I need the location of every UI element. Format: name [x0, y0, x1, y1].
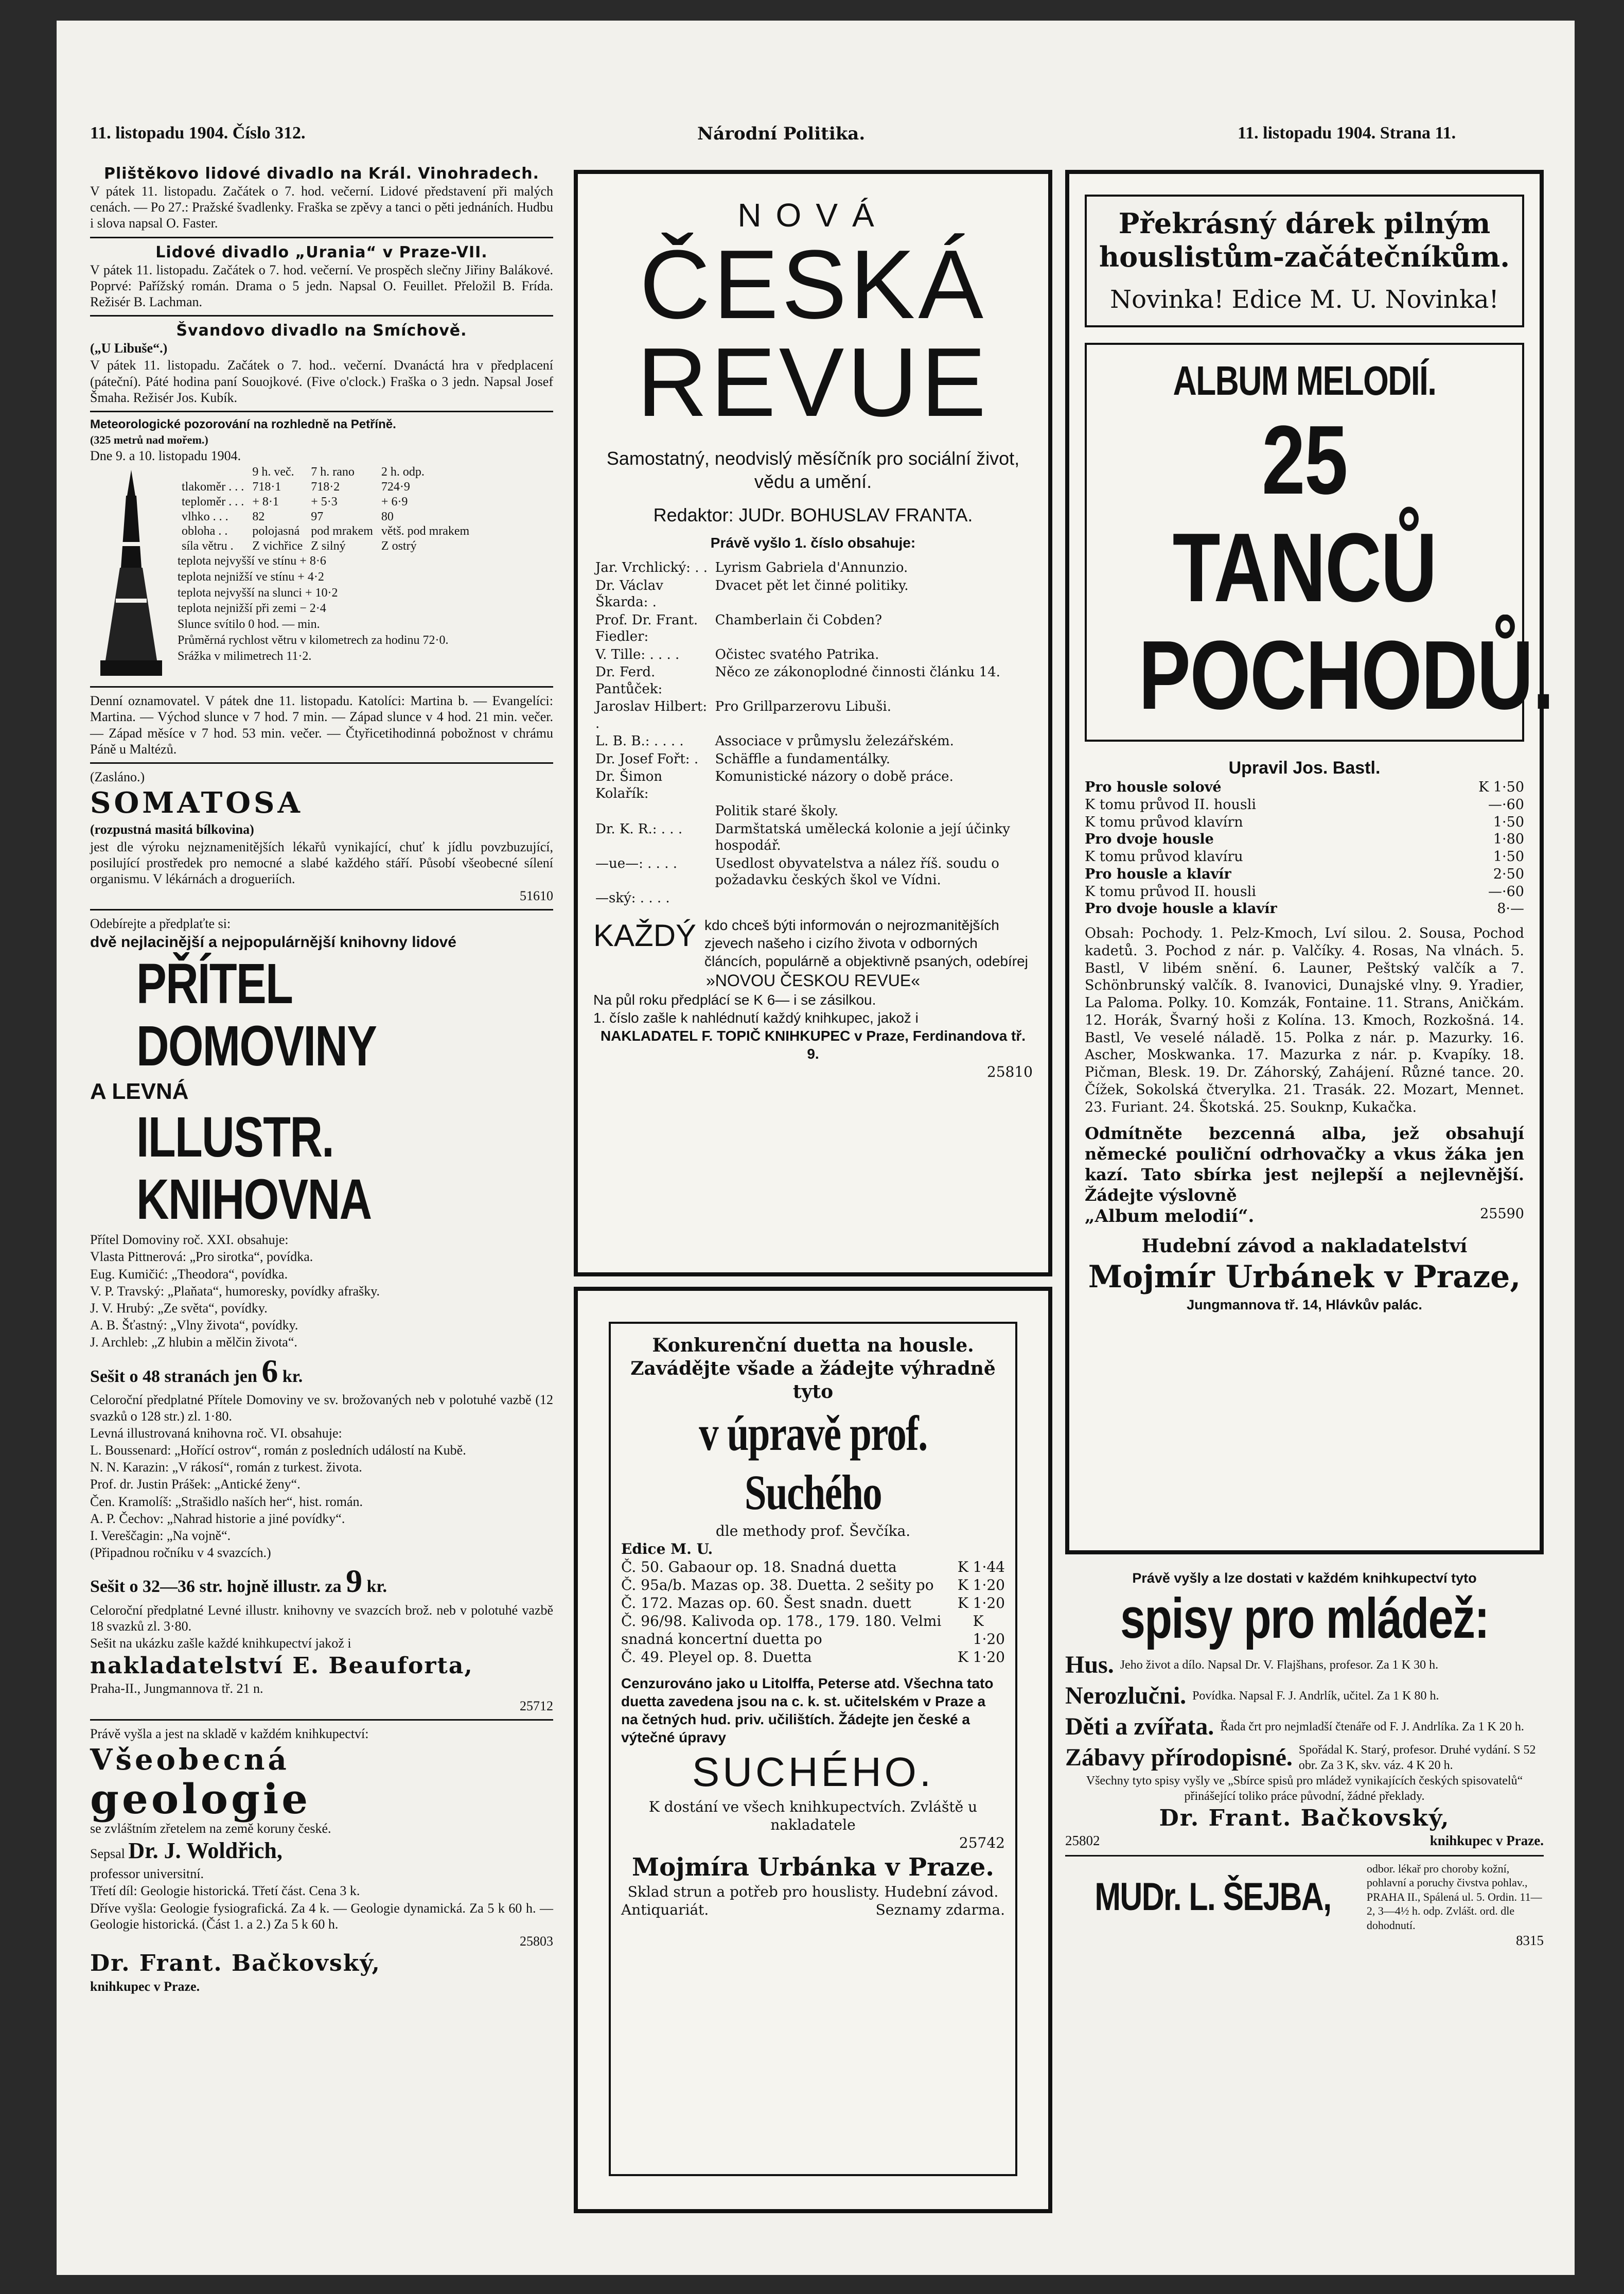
petrin-tower-icon — [90, 465, 172, 681]
duetta-item — [621, 1558, 1005, 1576]
kazdy-title: »NOVOU ČESKOU REVUE« — [705, 971, 921, 990]
spisy-title: spisy pro mládež: — [1120, 1586, 1489, 1650]
contents-title: Schäffle a fundamentálky. — [715, 751, 891, 767]
price-row — [1085, 866, 1524, 883]
levna-item: I. Vereščagin: „Na vojně“. — [90, 1528, 231, 1543]
levna-item: L. Boussenard: „Hořící ostrov“, román z posledních událostí na Kubě. — [90, 1442, 466, 1458]
contents-author: Dr. Šimon Kolařík: — [595, 769, 663, 801]
contents-author: Dr. Josef Fořt: . — [595, 751, 699, 767]
duetta-item-price: K 1·20 — [957, 1577, 1005, 1594]
svandovo-text: V pátek 11. listopadu. Začátek o 7. hod.. večerní. Dvanáctá hra v předplacení (páteční). Páté hodina paní Souojkové. (Five o'clock.) Fraška o 3 jedn. Napsal Josef Šmaha. Režisér Jos. Kubík. — [90, 358, 553, 405]
seznamy: Seznamy zdarma. — [875, 1901, 1005, 1919]
sklad: Sklad strun a potřeb pro houslisty. Hudební závod. — [627, 1883, 999, 1901]
contents-author: V. Tille: . . . . — [595, 646, 680, 662]
contents-title: Politik staré školy. — [715, 803, 839, 819]
obsah: Obsah: Pochody. 1. Pelz-Kmoch, Lví silou. 2. Sousa, Pochod kadetů. 3. Pochod z nár. p. Valčíky. 4. Rosas, Na vlnách. 5. Bastl, V libém snění. 6. Launer, Peštský valčík a 7. Schönbrunský valčík. 8. Ivanovici, Dunajské vlny. 9. Yradier, La Paloma. Polky. 10. Komzák, Fontaine. 11. Strans, Aničkám. 12. Horák, Švarný hoši z Kolína. 13. Kmoch, Rozkošná. 14. Bastl, Ve veselé náladě. 15. Polka z nár. p. Mazurky. 16. Ascher, Moskwanka. 17. Mazurka z nár. p. Kvapíky. 18. Pičman, Blesk. 19. Dr. Záhorský, Zahájení. Různé tance. 20. Čížek, Sokolská čtverylka. 21. Trasák. 22. Mozart, Mennet. 23. Furiant. 24. Škotská. 25. Souknp, Kukačka. — [1085, 925, 1524, 1115]
revue-ceska: ČESKÁ — [639, 230, 987, 339]
pochodu: POCHODŮ. — [1138, 620, 1554, 730]
beaufort: nakladatelství E. Beauforta, — [90, 1652, 473, 1679]
contents-author: Prof. Dr. Frant. Fiedler: — [595, 612, 698, 644]
contents-title: Associace v průmyslu železářském. — [715, 733, 954, 749]
album-number: 25590 — [1480, 1206, 1524, 1222]
contents-author: —ský: . . . . — [595, 890, 670, 906]
contents-title: Komunistické názory o době práce. — [715, 769, 954, 784]
kazdy-text: kdo chceš býti informován o nejrozmanitějších zjevech našeho i cizího života v odborných článcích, populárně a objektivně psaných, odebírej — [704, 917, 1028, 969]
beaufort-address: Praha-II., Jungmannova tř. 21 n. — [90, 1681, 263, 1696]
meteo-cell: Z silný — [311, 539, 346, 553]
levna-item: Čen. Kramolíš: „Strašidlo naších her“, hist. román. — [90, 1494, 363, 1509]
meteo-row — [178, 539, 473, 554]
meteo-data — [178, 465, 473, 681]
darek-panel — [1085, 195, 1524, 327]
contents-author: Dr. K. R.: . . . — [595, 821, 683, 837]
somatosa-title: SOMATOSA — [90, 786, 303, 820]
sejba-number: 8315 — [1516, 1933, 1544, 1948]
levna-item: N. N. Karazin: „V rákosí“, román z turkest. života. — [90, 1460, 362, 1475]
spisy-item-title: Děti a zvířata. — [1065, 1712, 1214, 1740]
geologie-publisher-sub: knihkupec v Praze. — [90, 1978, 200, 1994]
contents-row — [593, 646, 1033, 664]
darek: Překrásný dárek pilným houslistům-začátečníkům. — [1099, 207, 1510, 273]
geologie-author: Dr. J. Woldřich, — [128, 1838, 283, 1864]
geologie-number: 25803 — [520, 1933, 553, 1949]
pritel-intro: Odebírejte a předplaťte si: — [90, 916, 231, 932]
price-label: K tomu průvod klavírn — [1085, 814, 1243, 830]
suchého: SUCHÉHO. — [692, 1749, 934, 1795]
album-panel — [1085, 343, 1554, 742]
vsechny: Všechny tyto spisy vyšly ve „Sbírce spisů pro mládež vynikajících českých spisovatelů“ přinášející toliko práce původní, žádné překlady. — [1086, 1774, 1523, 1803]
album-melodii-ad — [1065, 170, 1554, 1554]
meteo-cell: pod mrakem — [311, 524, 373, 538]
meteo-row — [178, 524, 473, 539]
meteo-extra: teplota nejnižší při zemi − 2·4 — [178, 602, 326, 616]
meteo-cell: 82 — [252, 510, 265, 523]
duetta-item — [621, 1576, 1005, 1594]
denni-oznamovatel: Denní oznamovatel. V pátek dne 11. listopadu. Katolíci: Martina b. — Evangelíci: Martina. — Východ slunce v 7 hod. 7 min. — Západ slunce v 4 hod. 21 min. večer. — Západ měsíce v 7 hod. 53 min. večer. — Čtyřicetihodinná pobožnost v chrámu Páně u Maltézů. — [90, 693, 553, 757]
levna-item: Prof. dr. Justin Prášek: „Antické ženy“. — [90, 1477, 301, 1492]
duetta-item-title: Č. 49. Pleyel op. 8. Duetta — [621, 1649, 812, 1666]
contents-title: Dvacet pět let činné politiky. — [715, 577, 909, 593]
pritel-list-item: Eug. Kumičić: „Theodora“, povídka. — [90, 1266, 288, 1282]
contents-row — [593, 889, 1033, 907]
revue-editor: Redaktor: JUDr. BOHUSLAV FRANTA. — [653, 504, 973, 526]
contents-row — [593, 611, 1033, 646]
duetta-method: dle methody prof. Ševčíka. — [715, 1522, 911, 1540]
duetta-note: Cenzurováno jako u Litolffa, Peterse atd. Všechna tato duetta zavedena jsou na c. k. st. učitelském v Praze a na četných hud. priv. učilištích. Žádejte jen české a výtečné úpravy — [621, 1675, 994, 1746]
header-date-left: 11. listopadu 1904. Číslo 312. — [90, 124, 306, 143]
pritel-and: A LEVNÁ — [90, 1078, 189, 1104]
duetta-inner — [609, 1322, 1017, 2176]
meteo-extra: Slunce svítilo 0 hod. — min. — [178, 618, 320, 632]
backovsky-sub: knihkupec v Praze. — [1429, 1832, 1544, 1848]
spisy-item — [1065, 1711, 1544, 1742]
contents-row — [593, 559, 1033, 577]
duetta-number: 25742 — [959, 1834, 1005, 1852]
divider — [90, 237, 553, 238]
meteo-cell: + 6·9 — [381, 495, 408, 509]
contents-author — [593, 802, 713, 820]
urania-text: V pátek 11. listopadu. Začátek o 7. hod. večerní. Ve prospěch slečny Jiřiny Balákové. Poprvé: Pařížský román. Drama o 5 jedn. Napsal O. Feuillet. Přeložil B. Frída. Režisér B. Lachman. — [90, 262, 553, 309]
illustr-title: ILLUSTR. KNIHOVNA — [136, 1106, 372, 1232]
geologie-line: Třetí díl: Geologie historická. Třetí část. Cena 3 k. — [90, 1883, 360, 1899]
meteo-table — [178, 465, 473, 554]
meteo-cell: obloha . . — [182, 524, 228, 538]
spisy-item — [1065, 1650, 1544, 1680]
meteo-cell: Z ostrý — [381, 539, 417, 553]
revue-contents — [593, 559, 1033, 907]
meteo-row — [178, 510, 473, 524]
meteo-block — [90, 465, 553, 681]
sejba-name: MUDr. L. ŠEJBA, — [1095, 1875, 1331, 1919]
contents-title: Něco ze zákonoplodné činnosti článku 14. — [715, 664, 1000, 680]
meteo-cell: větš. pod mrakem — [381, 524, 470, 538]
meteo-extra: teplota nejvyšší ve stínu + 8·6 — [178, 554, 326, 568]
sesit-price: 6 — [261, 1352, 278, 1389]
beaufort-number: 25712 — [520, 1698, 553, 1713]
pritel-list-item: J. Archleb: „Z hlubin a mělčin života“. — [90, 1335, 297, 1350]
somatosa-text: jest dle výroku nejznamenitějších lékařů vynikající, chuť k jídlu povzbuzující, posilující prostředek pro nemocné a slabé každého stáří. Působí všeobecné sílení organismu. V lékárnách a drogueriích. — [90, 839, 553, 886]
album-title: ALBUM MELODIÍ. — [1173, 357, 1436, 404]
zaslano-label: (Zasláno.) — [90, 769, 145, 784]
revue-revue: REVUE — [637, 328, 990, 437]
levna-item: A. P. Čechov: „Nahrad historie a jiné povídky“. — [90, 1511, 345, 1526]
contents-author: —ue—: . . . . — [595, 855, 678, 871]
sesit-unit: kr. — [366, 1577, 387, 1597]
backovsky-line — [1065, 1832, 1544, 1850]
duetta-item — [621, 1594, 1005, 1612]
meteo-sub: (325 metrů nad mořem.) — [90, 433, 208, 446]
price-value: K 1·50 — [1478, 779, 1524, 796]
contents-row — [593, 820, 1033, 855]
price-row — [1085, 814, 1524, 831]
zasle: 1. číslo zašle k nahlédnutí každý knihkupec, jakož i — [593, 1010, 919, 1026]
spisy-ad — [1065, 1570, 1544, 1950]
novinka: Novinka! Edice M. U. Novinka! — [1110, 285, 1499, 314]
album-melodii: „Album melodií“. — [1085, 1206, 1255, 1227]
dostani: K dostání ve všech knihkupectvích. Zvláště u nakladatele — [648, 1798, 978, 1834]
duetta-title: Konkurenční duetta na housle. Zavádějte všade a žádejte výhradně tyto — [630, 1335, 996, 1403]
column-left — [90, 160, 553, 1995]
divider — [1065, 1855, 1544, 1857]
meteo-extra: teplota nejvyšší na slunci + 10·2 — [178, 586, 338, 600]
meteo-row — [178, 480, 473, 495]
nakladatel: NAKLADATEL F. TOPIČ KNIHKUPEC v Praze, Ferdinandova tř. 9. — [600, 1028, 1026, 1062]
geologie-publisher: Dr. Frant. Bačkovský, — [90, 1950, 381, 1977]
page-header — [90, 124, 1531, 154]
duetta-item-title: Č. 172. Mazas op. 60. Šest snadn. duett — [621, 1595, 911, 1612]
sejba-text: odbor. lékař pro choroby kožní, pohlavní a poruchy čivstva pohlav., PRAHA II., Spálená ul. 5. Ordin. 11—2, 3—4½ h. odp. Zvlášt. ord. dle dohodnutí. — [1366, 1862, 1542, 1932]
header-date-right: 11. listopadu 1904. Strana 11. — [1238, 124, 1456, 143]
contents-author: Dr. Ferd. Pantůček: — [595, 664, 663, 697]
meteo-col-head: 2 h. odp. — [381, 465, 425, 479]
contents-title: Lyrism Gabriela d'Annunzio. — [715, 560, 908, 575]
contents-row — [593, 577, 1033, 611]
contents-author: Dr. Václav Škarda: . — [595, 577, 663, 610]
sesit-price: 9 — [346, 1563, 363, 1600]
newspaper-page — [57, 21, 1575, 2275]
svandovo-sub: („U Libuše“.) — [90, 341, 168, 356]
price-row — [1085, 796, 1524, 814]
revue-issue: Právě vyšlo 1. číslo obsahuje: — [710, 535, 916, 551]
divider — [90, 315, 553, 317]
celorocni-1: Celoroční předplatné Přítele Domoviny ve sv. brožovaných neb v polotuhé vazbě (12 svazků o 128 str.) zl. 1·80. — [90, 1392, 553, 1424]
pritel-list-item: Přítel Domoviny roč. XXI. obsahuje: — [90, 1232, 289, 1248]
somatosa-sub: (rozpustná masitá bílkovina) — [90, 822, 254, 837]
geologie-intro: Právě vyšla a jest na skladě v každém knihkupectví: — [90, 1726, 369, 1741]
meteo-col-head: 9 h. več. — [252, 465, 294, 479]
contents-row — [593, 855, 1033, 889]
geologie-author-post: professor universitní. — [90, 1866, 204, 1882]
duetta-item — [621, 1612, 1005, 1648]
celorocni-2: Celoroční předplatné Levné illustr. knihovny ve svazcích brož. neb v polotuhé vazbě 18 svazků zl. 3·80. — [90, 1603, 553, 1634]
meteo-row — [178, 495, 473, 510]
pritel-lead: dvě nejlacinější a nejpopulárnější knihovny lidové — [90, 933, 456, 951]
meteo-cell: + 8·1 — [252, 495, 279, 509]
contents-title: Darmštatská umělecká kolonie a její účinky hospodář. — [715, 821, 1010, 853]
meteo-date: Dne 9. a 10. listopadu 1904. — [90, 448, 241, 464]
predplaci: Na půl roku předplácí se K 6— i se zásilkou. — [593, 992, 876, 1008]
price-row — [1085, 779, 1524, 796]
spisy-item-title: Hus. — [1065, 1651, 1114, 1678]
meteo-extra: Průměrná rychlost větru v kilometrech za hodinu 72·0. — [178, 634, 449, 647]
plistek-title: Plištěkovo lidové divadlo na Král. Vinohradech. — [104, 165, 539, 183]
kazdy: KAŽDÝ — [593, 918, 697, 953]
price-value: 1·80 — [1493, 831, 1524, 848]
duetta-edice: Edice M. U. — [621, 1540, 713, 1558]
spisy-item — [1065, 1680, 1544, 1711]
meteo-cell: 724·9 — [381, 480, 410, 494]
duetta-item-title: Č. 50. Gabaour op. 18. Snadná duetta — [621, 1558, 897, 1576]
price-value: —·60 — [1488, 883, 1524, 900]
price-label: K tomu průvod klavíru — [1085, 849, 1243, 865]
pritel-list-item: A. B. Šťastný: „Vlny života“, povídky. — [90, 1318, 298, 1333]
geologie-title-1: Všeobecná — [90, 1743, 290, 1777]
mojmir-urbanek: Mojmír Urbánek v Praze, — [1088, 1258, 1521, 1295]
odmitnete: Odmítněte bezcenná alba, jež obsahují německé pouliční odrhovačky a vkus žáka jen kazí. Tato sbírka jest nejlepší a nejlevnější. Žádejte výslovně — [1085, 1124, 1524, 1205]
sesit-unit: kr. — [282, 1367, 303, 1386]
divider — [90, 909, 553, 910]
sejba-ad — [1065, 1862, 1544, 1933]
divider — [90, 762, 553, 764]
price-label: Pro housle a klavír — [1085, 866, 1231, 882]
divider — [90, 686, 553, 688]
meteo-cell: polojasná — [252, 524, 300, 538]
geologie-title-2: geologie — [90, 1775, 311, 1824]
price-value: 2·50 — [1493, 866, 1524, 882]
geologie-sub: se zvláštním zřetelem na země koruny české. — [90, 1821, 331, 1836]
spisy-item-desc: Spořádal K. Starý, profesor. Druhé vydání. S 52 obr. Za 3 K, skv. váz. 4 K 20 h. — [1298, 1743, 1536, 1772]
contents-author: L. B. B.: . . . . — [595, 733, 684, 749]
pritel-list-item: J. V. Hrubý: „Ze světa“, povídky. — [90, 1301, 268, 1316]
revue-nova: NOVÁ — [737, 197, 889, 234]
price-row — [1085, 900, 1524, 918]
price-value: 8·— — [1497, 901, 1524, 917]
spisy-item-desc: Povídka. Napsal F. J. Andrlík, učitel. Za 1 K 80 h. — [1192, 1689, 1439, 1703]
contents-title: Usedlost obyvatelstva a nález říš. soudu o požadavku českých škol ve Vídni. — [715, 855, 999, 888]
sesit-line-2 — [90, 1562, 553, 1601]
duetta-item-price: K 1·20 — [957, 1649, 1005, 1666]
duetta-big: v úpravě prof. Suchého — [699, 1406, 927, 1520]
urania-title: Lidové divadlo „Urania“ v Praze-VII. — [155, 243, 488, 261]
levna-item: Levná illustrovaná knihovna roč. VI. obsahuje: — [90, 1425, 342, 1441]
meteo-cell: 97 — [311, 510, 324, 523]
meteo-cell: 718·2 — [311, 480, 340, 494]
spisy-number: 25802 — [1065, 1832, 1100, 1848]
meteo-cell: 80 — [381, 510, 394, 523]
price-value: 1·50 — [1493, 814, 1524, 830]
meteo-cell: síla větru . — [182, 539, 234, 553]
sesit-text: Sešit o 32—36 str. hojně illustr. za — [90, 1577, 342, 1597]
revue-number: 25810 — [986, 1063, 1033, 1080]
contents-row — [593, 768, 1033, 802]
spisy-item — [1065, 1742, 1544, 1773]
header-title: Národní Politika. — [697, 124, 866, 144]
duetta-item-price: K 1·20 — [957, 1595, 1005, 1612]
divider — [90, 1719, 553, 1721]
spisy-item-desc: Jeho život a dílo. Napsal Dr. V. Flajšhans, profesor. Za 1 K 30 h. — [1120, 1658, 1439, 1672]
spisy-item-title: Nerozlučni. — [1065, 1682, 1187, 1709]
levna-item: (Připadnou ročníku v 4 svazcích.) — [90, 1545, 271, 1561]
svandovo-title: Švandovo divadlo na Smíchově. — [176, 322, 467, 340]
antikvariat: Antiquariát. — [621, 1901, 709, 1919]
plistek-text: V pátek 11. listopadu. Začátek o 7. hod. večerní. Lidové představení při malých cenách. — Po 27.: Pražské švadlenky. Fraška se zpěvy a tanci o pěti jednáních. Hudbu i slova napsal O. Faster. — [90, 184, 553, 231]
mojmir-urbanka: Mojmíra Urbánka v Praze. — [631, 1853, 994, 1882]
price-label: Pro housle solové — [1085, 779, 1222, 796]
kazdy-block — [593, 916, 1033, 970]
mojmir-address: Jungmannova tř. 14, Hlávkův palác. — [1187, 1297, 1422, 1312]
sesit-text: Sešit o 48 stranách jen — [90, 1367, 257, 1386]
meteo-cell: Z vichřice — [252, 539, 303, 553]
price-label: Pro dvoje housle — [1085, 831, 1214, 848]
contents-author: Jaroslav Hilbert: . — [595, 699, 708, 731]
contents-author: Jar. Vrchlický: . . — [595, 560, 708, 575]
duetta-item-title: Č. 96/98. Kalivoda op. 178., 179. 180. Velmi snadná koncertní duetta po — [621, 1613, 942, 1648]
geologie-author-pre: Sepsal — [90, 1846, 125, 1862]
contents-title — [713, 889, 1033, 907]
meteo-extra: teplota nejnižší ve stínu + 4·2 — [178, 570, 324, 584]
spisy-intro: Právě vyšly a lze dostati v každém knihkupectví tyto — [1132, 1570, 1477, 1586]
pritel-list-item: Vlasta Pittnerová: „Pro sirotka“, povídka. — [90, 1249, 313, 1265]
duetta-item — [621, 1648, 1005, 1666]
price-label: Pro dvoje housle a klavír — [1085, 901, 1277, 917]
meteo-cell: teploměr . . . — [182, 495, 244, 509]
duetta-item-title: Č. 95a/b. Mazas op. 38. Duetta. 2 sešity po — [621, 1577, 934, 1594]
divider — [90, 411, 553, 412]
backovsky: Dr. Frant. Bačkovský, — [1159, 1805, 1450, 1831]
nova-ceska-revue-ad — [574, 170, 1052, 1276]
pritel-list-item: V. P. Travský: „Plaňata“, humoresky, povídky afrašky. — [90, 1283, 380, 1299]
ukazku: Sešit na ukázku zašle každé knihkupectví jakož i — [90, 1636, 351, 1651]
contents-row — [593, 802, 1033, 820]
revue-desc: Samostatný, neodvislý měsíčník pro sociální život, vědu a umění. — [606, 448, 1020, 492]
meteo-title: Meteorologické pozorování na rozhledně na Petříně. — [90, 417, 396, 431]
pritel-title: PŘÍTEL DOMOVINY — [136, 952, 377, 1078]
meteo-col-head: 7 h. rano — [311, 465, 355, 479]
upravil: Upravil Jos. Bastl. — [1228, 758, 1381, 778]
meteo-cell: + 5·3 — [311, 495, 338, 509]
contents-title: Očistec svatého Patrika. — [715, 646, 879, 662]
somatosa-number: 51610 — [520, 888, 553, 904]
price-value: 1·50 — [1493, 849, 1524, 865]
meteo-cell: vlhko . . . — [182, 510, 228, 523]
price-label: K tomu průvod II. housli — [1085, 796, 1257, 813]
contents-title: Chamberlain či Cobden? — [715, 612, 882, 628]
contents-row — [593, 663, 1033, 698]
meteo-cell: tlakoměr . . . — [182, 480, 244, 494]
duetta-item-price: K 1·20 — [973, 1613, 1005, 1648]
duetta-ad — [574, 1287, 1052, 2213]
tancu: 25 TANCŮ — [1172, 405, 1437, 622]
price-row — [1085, 883, 1524, 901]
sesit-line-1 — [90, 1352, 553, 1391]
hudebni-zavod: Hudební závod a nakladatelství — [1141, 1235, 1468, 1257]
spisy-item-desc: Řada črt pro nejmladší čtenáře od F. J. Andrlíka. Za 1 K 20 h. — [1220, 1720, 1524, 1733]
price-label: K tomu průvod II. housli — [1085, 883, 1257, 900]
contents-row — [593, 750, 1033, 768]
spisy-item-title: Zábavy přírodopisné. — [1065, 1743, 1293, 1771]
price-row — [1085, 848, 1524, 866]
duetta-footer — [621, 1901, 1005, 1919]
meteo-extra: Srážka v milimetrech 11·2. — [178, 649, 312, 663]
contents-title: Pro Grillparzerovu Libuši. — [715, 699, 891, 714]
geologie-author-line — [90, 1837, 553, 1865]
price-row — [1085, 831, 1524, 848]
price-value: —·60 — [1488, 796, 1524, 813]
contents-row — [593, 698, 1033, 732]
meteo-cell: 718·1 — [252, 480, 281, 494]
contents-row — [593, 732, 1033, 750]
geologie-line: Dříve vyšla: Geologie fysiografická. Za 4 k. — Geologie dynamická. Za 5 k 60 h. — Geologie historická. (Část 1. a 2.) Za 5 k 60 h. — [90, 1900, 553, 1932]
duetta-item-price: K 1·44 — [957, 1558, 1005, 1576]
album-melodii-line — [1085, 1205, 1524, 1228]
